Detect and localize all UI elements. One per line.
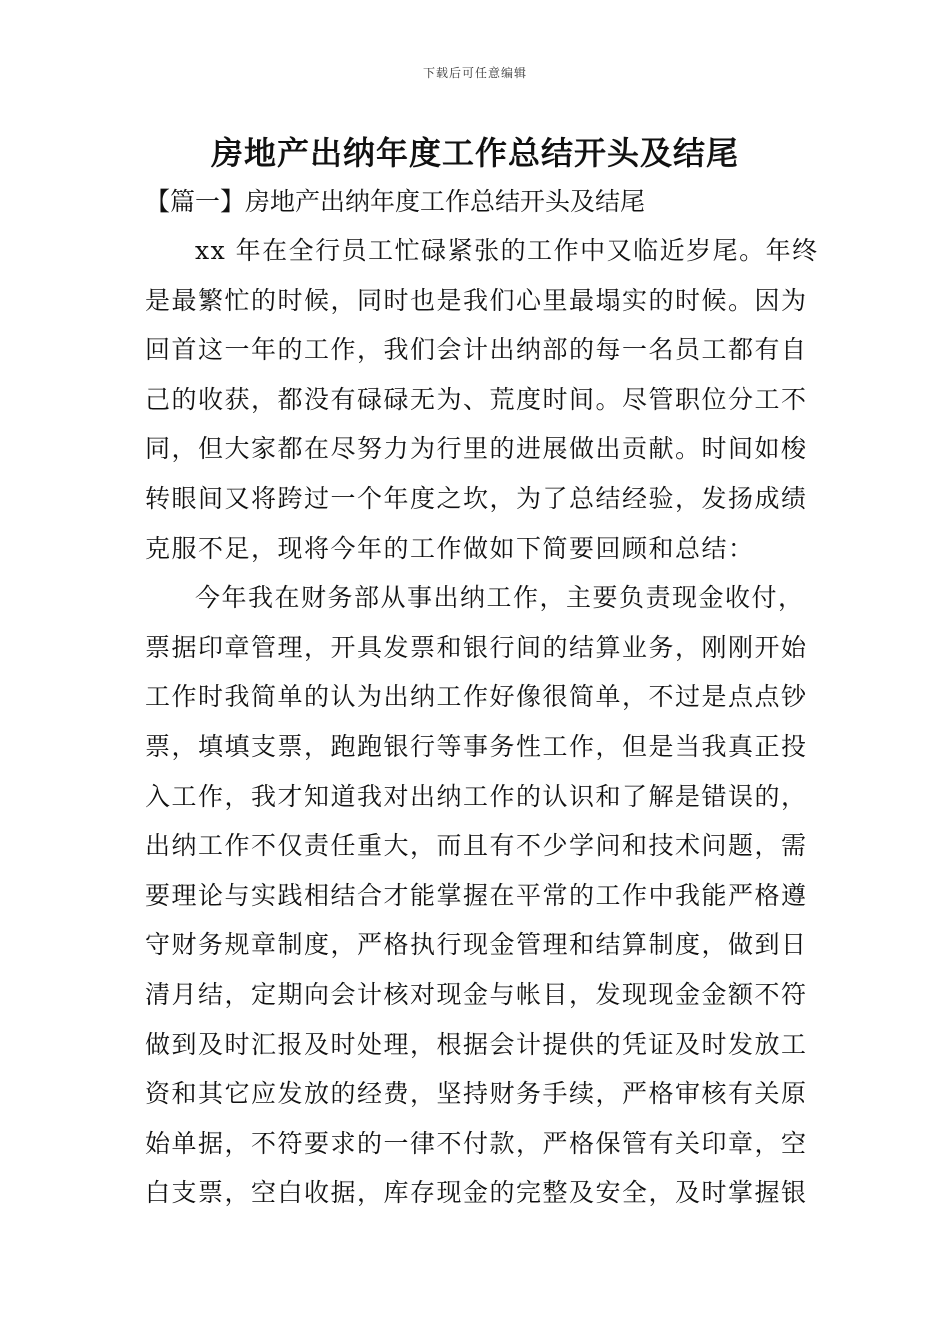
document-title: 房地产出纳年度工作总结开头及结尾	[210, 134, 739, 172]
paragraph-line: 是最繁忙的时候，同时也是我们心里最塌实的时候。因为	[145, 285, 808, 315]
paragraph-line: 回首这一年的工作，我们会计出纳部的每一名员工都有自	[145, 335, 808, 365]
document-body	[145, 226, 819, 1218]
paragraph-line: 克服不足，现将今年的工作做如下简要回顾和总结：	[145, 533, 755, 563]
paragraph-line: 要理论与实践相结合才能掌握在平常的工作中我能严格遵	[145, 880, 808, 910]
paragraph-line: 做到及时汇报及时处理，根据会计提供的凭证及时发放工	[145, 1029, 808, 1059]
paragraph-line: 始单据，不符要求的一律不付款，严格保管有关印章，空	[145, 1128, 808, 1158]
paragraph-line: 资和其它应发放的经费，坚持财务手续，严格审核有关原	[145, 1079, 808, 1109]
paragraph-line: 己的收获，都没有碌碌无为、荒度时间。尽管职位分工不	[145, 384, 808, 414]
paragraph-line: 今年我在财务部从事出纳工作，主要负责现金收付，	[195, 583, 805, 613]
paragraph-line: 守财务规章制度，严格执行现金管理和结算制度，做到日	[145, 930, 808, 960]
header-note: 下载后可任意编辑	[422, 66, 527, 80]
paragraph-line: xx 年在全行员工忙碌紧张的工作中又临近岁尾。年终	[195, 236, 819, 265]
paragraph-line: 同，但大家都在尽努力为行里的进展做出贡献。时间如梭	[145, 434, 808, 464]
paragraph-line: 清月结，定期向会计核对现金与帐目，发现现金金额不符	[145, 979, 808, 1009]
paragraph-line: 入工作，我才知道我对出纳工作的认识和了解是错误的，	[145, 781, 808, 811]
paragraph-line: 白支票，空白收据，库存现金的完整及安全，及时掌握银	[145, 1178, 808, 1208]
paragraph-line: 票，填填支票，跑跑银行等事务性工作，但是当我真正投	[145, 731, 808, 761]
paragraph-line: 转眼间又将跨过一个年度之坎，为了总结经验，发扬成绩	[145, 483, 808, 513]
paragraph-line: 出纳工作不仅责任重大，而且有不少学问和技术问题，需	[145, 831, 808, 861]
paragraph-line: 工作时我简单的认为出纳工作好像很简单，不过是点点钞	[145, 682, 808, 712]
section-heading: 【篇一】房地产出纳年度工作总结开头及结尾	[145, 187, 646, 216]
paragraph-line: 票据印章管理，开具发票和银行间的结算业务，刚刚开始	[145, 632, 808, 662]
